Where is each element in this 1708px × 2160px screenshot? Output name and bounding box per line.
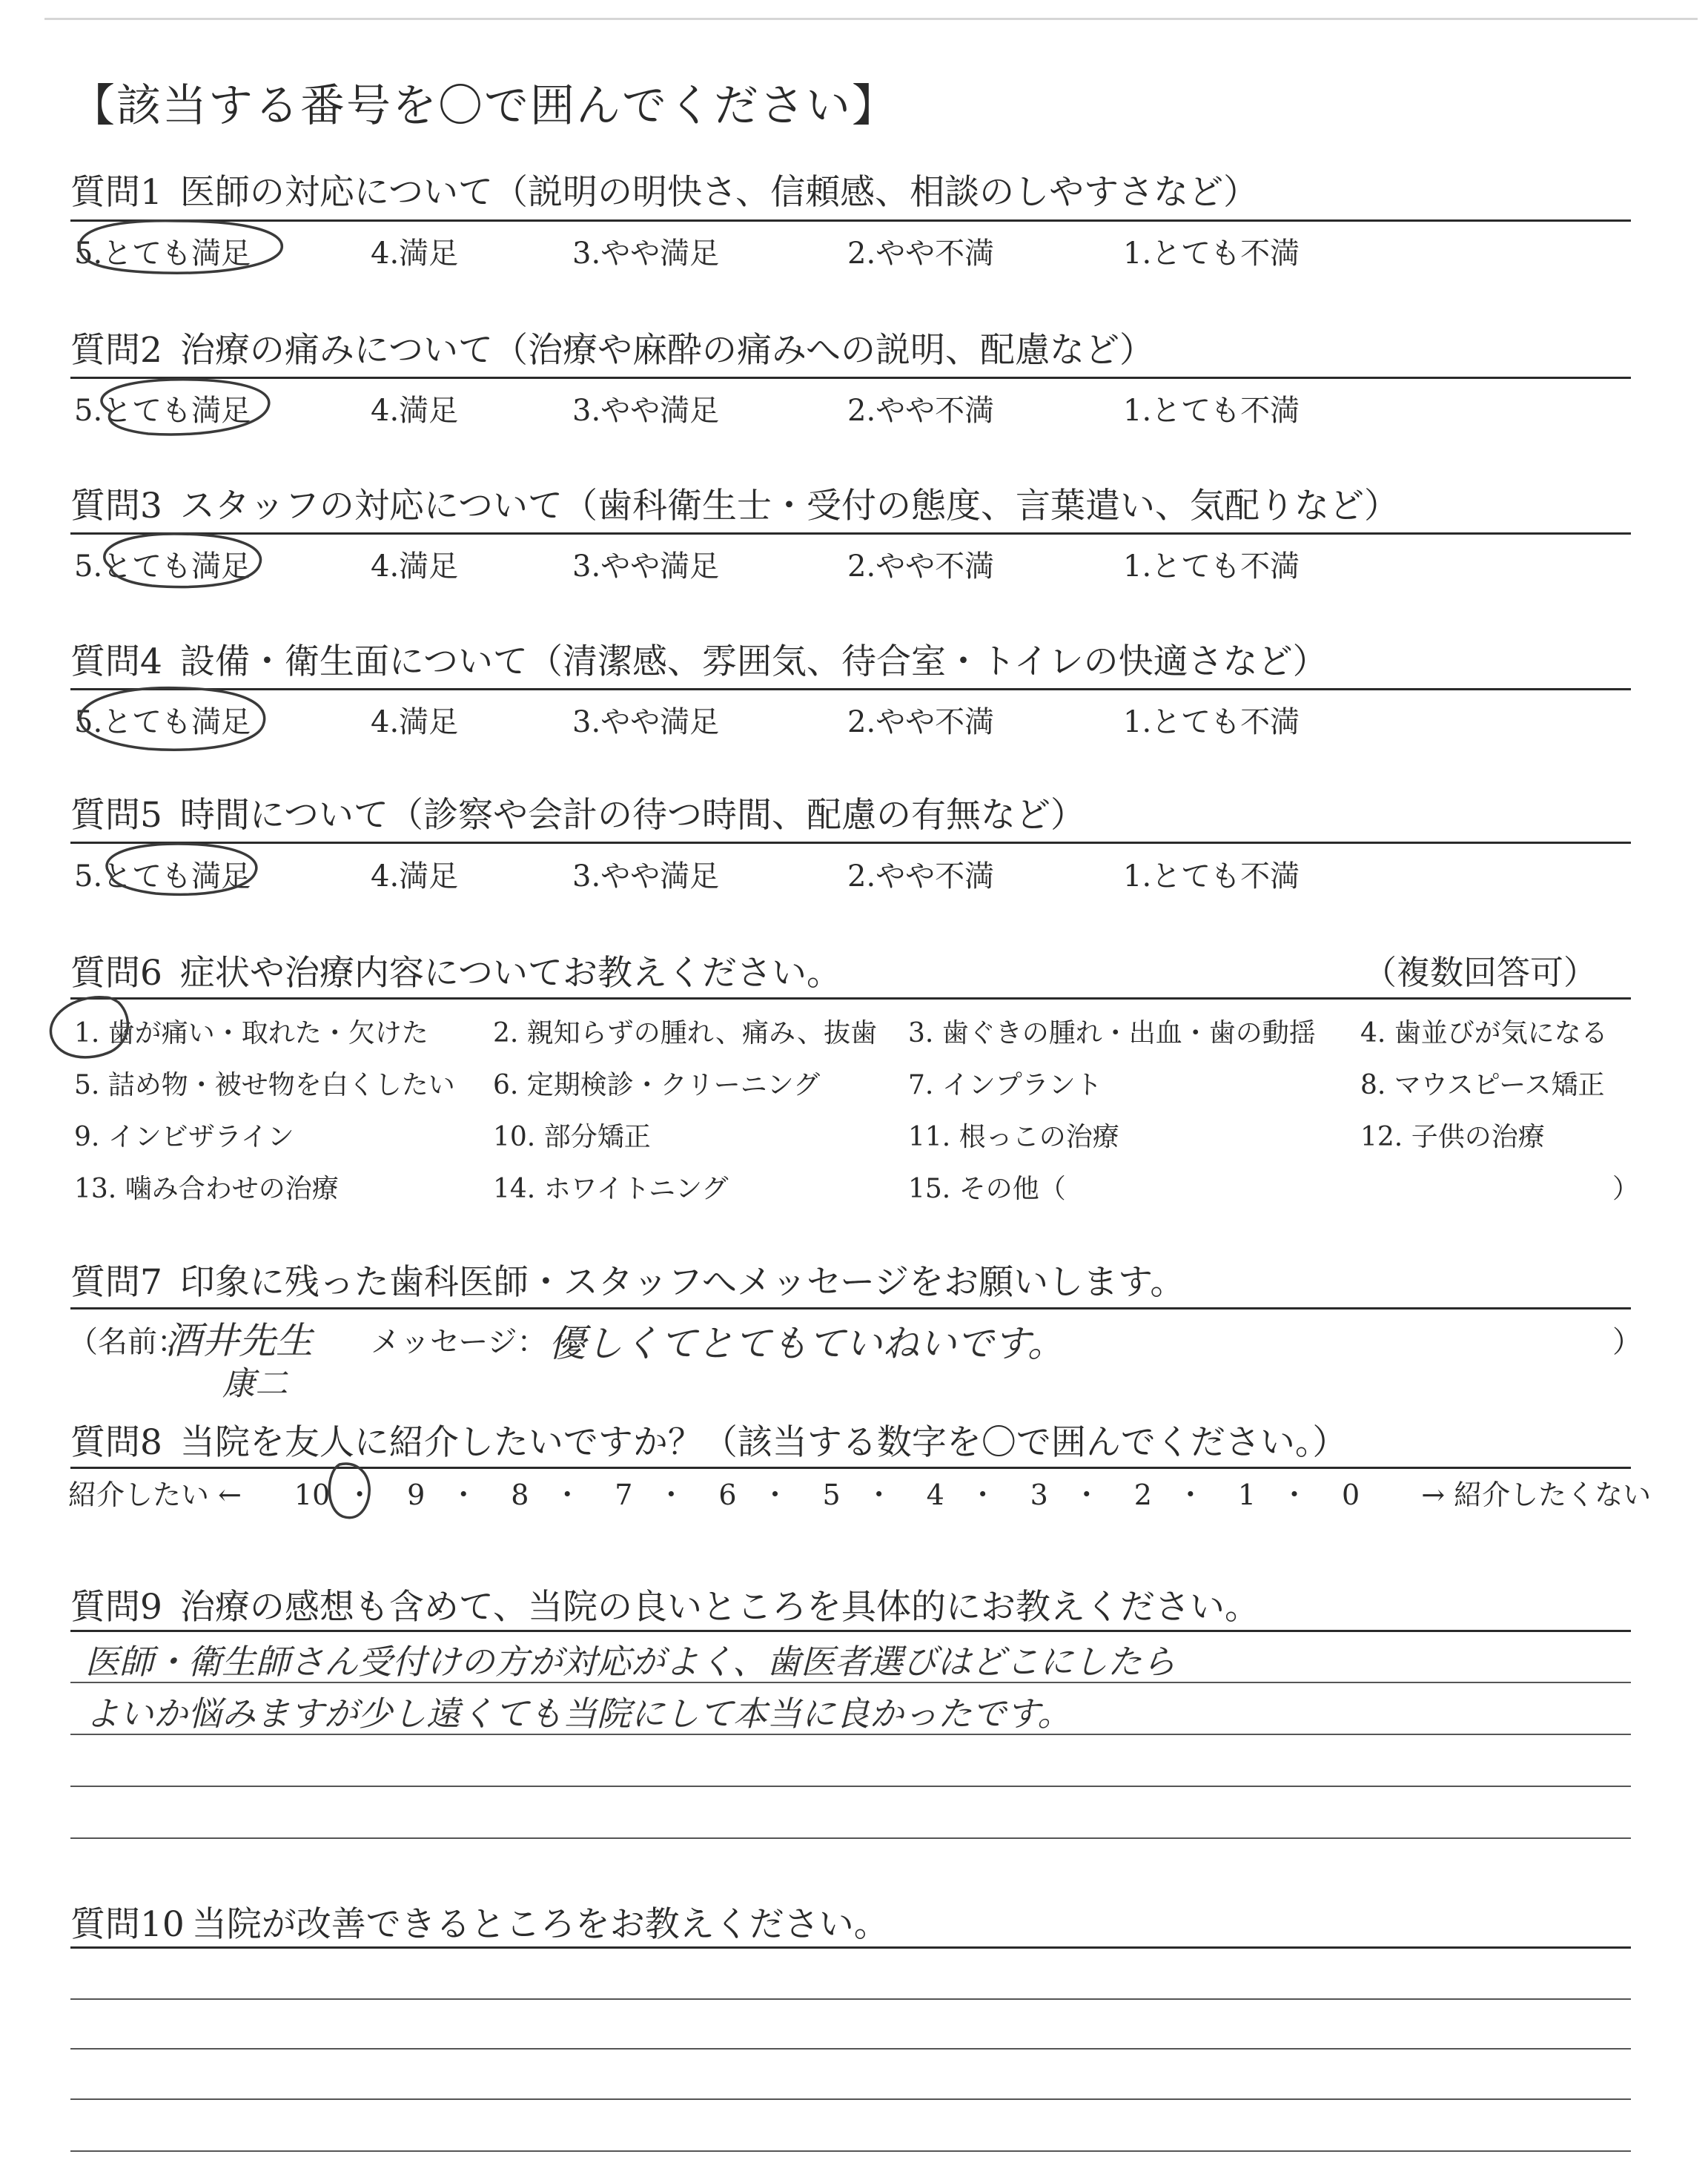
question-number: 質問3	[70, 486, 162, 526]
answer-line[interactable]	[70, 2150, 1631, 2152]
question-number: 質問4	[70, 641, 162, 682]
q6-item-1[interactable]: 1. 歯が痛い・取れた・欠けた	[74, 1018, 428, 1048]
q6-item-11[interactable]: 11. 根っこの治療	[908, 1122, 1119, 1152]
q6-item-9[interactable]: 9. インビザライン	[74, 1122, 294, 1152]
q9-answer-line-1[interactable]: 医師・衛生師さん受付けの方が対応がよく、歯医者選びはどこにしたら	[85, 1642, 1176, 1682]
scale-left-label: 紹介したい ←	[68, 1479, 242, 1511]
q5-option-4[interactable]: 4.満足	[371, 859, 459, 894]
question-number: 質問2	[70, 330, 162, 371]
scale-option-3[interactable]: 3	[1030, 1479, 1048, 1511]
question-4-title	[70, 634, 1328, 684]
question-text: 設備・衛生面について（清潔感、雰囲気、待合室・トイレの快適さなど）	[179, 641, 1328, 682]
q5-option-5[interactable]: 5.とても満足	[74, 859, 251, 894]
q2-option-2[interactable]: 2.やや不満	[847, 394, 995, 428]
question-number: 質問7	[70, 1262, 162, 1303]
q4-option-3[interactable]: 3.やや満足	[572, 705, 720, 739]
q1-option-4[interactable]: 4.満足	[371, 237, 459, 271]
q3-option-3[interactable]: 3.やや満足	[572, 549, 720, 584]
q1-option-1[interactable]: 1.とても不満	[1123, 237, 1300, 271]
q6-item-4[interactable]: 4. 歯並びが気になる	[1360, 1018, 1608, 1048]
q3-option-5[interactable]: 5.とても満足	[74, 549, 251, 584]
scale-option-10[interactable]: 10	[294, 1479, 331, 1511]
scale-right-label: → 紹介したくない	[1421, 1479, 1652, 1511]
answer-line	[70, 1837, 1631, 1839]
question-number: 質問10	[70, 1904, 185, 1945]
scale-option-0[interactable]: 0	[1341, 1479, 1360, 1511]
q6-item-5[interactable]: 5. 詰め物・被せ物を白くしたい	[74, 1070, 455, 1100]
q7-name-label: （名前：	[68, 1325, 187, 1359]
question-text: 症状や治療内容についてお教えください。	[179, 953, 841, 994]
q7-message-handwritten[interactable]: 優しくてとてもていねいです。	[549, 1322, 1065, 1365]
divider	[70, 532, 1631, 535]
q1-option-5[interactable]: 5.とても満足	[74, 237, 251, 271]
question-2-title	[70, 323, 1154, 372]
q4-option-5[interactable]: 5.とても満足	[74, 705, 251, 739]
q4-option-4[interactable]: 4.満足	[371, 705, 459, 739]
q6-item-3[interactable]: 3. 歯ぐきの腫れ・出血・歯の動揺	[908, 1018, 1316, 1048]
q2-option-4[interactable]: 4.満足	[371, 394, 459, 428]
question-text: 治療の感想も含めて、当院の良いところを具体的にお教えください。	[179, 1587, 1260, 1628]
question-text: 当院が改善できるところをお教えください。	[191, 1904, 889, 1945]
question-8-title	[70, 1415, 1347, 1464]
q6-item-15[interactable]: 15. その他（	[908, 1174, 1066, 1204]
question-text: 医師の対応について（説明の明快さ、信頼感、相談のしやすさなど）	[179, 172, 1259, 213]
divider	[70, 1307, 1631, 1309]
q5-option-2[interactable]: 2.やや不満	[847, 859, 995, 894]
q7-name-handwritten-2: 康二	[222, 1365, 288, 1403]
q3-option-1[interactable]: 1.とても不満	[1123, 549, 1300, 584]
instruction-header: 【該当する番号を〇で囲んでください】	[70, 80, 898, 132]
question-text: 当院を友人に紹介したいですか？（該当する数字を〇で囲んでください。）	[179, 1422, 1348, 1463]
recommend-scale: 紹介したい ← 10 ・ 9 ・ 8 ・ 7 ・ 6 ・ 5 ・ 4 ・ 3 ・ 2 ・ 1 ・ 0 → 紹介したくない	[68, 1479, 1652, 1511]
q3-option-4[interactable]: 4.満足	[371, 549, 459, 584]
q6-other-close-paren: ）	[1612, 1174, 1640, 1204]
scale-option-4[interactable]: 4	[926, 1479, 944, 1511]
scale-option-9[interactable]: 9	[407, 1479, 426, 1511]
divider	[70, 219, 1631, 222]
divider	[70, 688, 1631, 690]
question-number: 質問1	[70, 172, 162, 213]
scale-option-7[interactable]: 7	[615, 1479, 633, 1511]
question-10-title	[70, 1897, 889, 1946]
q6-item-13[interactable]: 13. 噛み合わせの治療	[74, 1174, 339, 1204]
q2-option-1[interactable]: 1.とても不満	[1123, 394, 1300, 428]
q1-option-3[interactable]: 3.やや満足	[572, 237, 720, 271]
question-9-title	[70, 1579, 1260, 1629]
q6-item-6[interactable]: 6. 定期検診・クリーニング	[493, 1070, 821, 1100]
scale-option-5[interactable]: 5	[822, 1479, 841, 1511]
q4-option-1[interactable]: 1.とても不満	[1123, 705, 1300, 739]
question-1-title	[70, 165, 1258, 214]
divider	[70, 1630, 1631, 1632]
answer-line	[70, 1786, 1631, 1787]
question-number: 質問5	[70, 795, 162, 836]
q5-option-3[interactable]: 3.やや満足	[572, 859, 720, 894]
q6-item-7[interactable]: 7. インプラント	[908, 1070, 1102, 1100]
question-number: 質問8	[70, 1422, 162, 1463]
question-5-title	[70, 787, 1085, 837]
answer-line	[70, 1682, 1631, 1683]
page-top-border	[44, 18, 1698, 20]
question-text: 印象に残った歯科医師・スタッフへメッセージをお願いします。	[179, 1262, 1185, 1303]
answer-line[interactable]	[70, 2048, 1631, 2050]
q4-option-2[interactable]: 2.やや不満	[847, 705, 995, 739]
q7-close-paren: ）	[1612, 1325, 1642, 1359]
q6-item-10[interactable]: 10. 部分矯正	[493, 1122, 651, 1152]
scale-option-2[interactable]: 2	[1133, 1479, 1152, 1511]
q6-item-8[interactable]: 8. マウスピース矯正	[1360, 1070, 1605, 1100]
q2-option-3[interactable]: 3.やや満足	[572, 394, 720, 428]
question-text: スタッフの対応について（歯科衛生士・受付の態度、言葉遣い、気配りなど）	[179, 486, 1399, 526]
q5-option-1[interactable]: 1.とても不満	[1123, 859, 1300, 894]
divider	[70, 1467, 1631, 1469]
q2-option-5[interactable]: 5.とても満足	[74, 394, 251, 428]
answer-line	[70, 1734, 1631, 1735]
divider	[70, 842, 1631, 844]
q6-item-14[interactable]: 14. ホワイトニング	[493, 1174, 729, 1204]
q6-item-12[interactable]: 12. 子供の治療	[1360, 1122, 1545, 1152]
q9-answer-line-2[interactable]: よいか悩みますが少し遠くても当院にして本当に良かったです。	[85, 1694, 1072, 1734]
scale-option-8[interactable]: 8	[511, 1479, 529, 1511]
question-3-title	[70, 478, 1399, 528]
multiple-answers-note: （複数回答可）	[1363, 953, 1597, 992]
question-number: 質問9	[70, 1587, 162, 1628]
q6-item-2[interactable]: 2. 親知らずの腫れ、痛み、抜歯	[493, 1018, 878, 1048]
q1-option-2[interactable]: 2.やや不満	[847, 237, 995, 271]
scale-option-1[interactable]: 1	[1237, 1479, 1257, 1511]
answer-line[interactable]	[70, 1998, 1631, 2000]
divider	[70, 997, 1631, 1000]
question-text: 時間について（診察や会計の待つ時間、配慮の有無など）	[179, 795, 1085, 836]
q3-option-2[interactable]: 2.やや不満	[847, 549, 995, 584]
answer-line[interactable]	[70, 2098, 1631, 2100]
question-7-title	[70, 1255, 1185, 1304]
scale-option-6[interactable]: 6	[718, 1479, 737, 1511]
q7-message-label: メッセージ：	[371, 1325, 547, 1359]
question-6-title	[70, 945, 841, 995]
question-text: 治療の痛みについて（治療や麻酔の痛みへの説明、配慮など）	[179, 330, 1155, 371]
divider	[70, 1946, 1631, 1949]
divider	[70, 377, 1631, 379]
question-number: 質問6	[70, 953, 162, 994]
q7-name-handwritten[interactable]: 酒井先生	[165, 1319, 313, 1362]
